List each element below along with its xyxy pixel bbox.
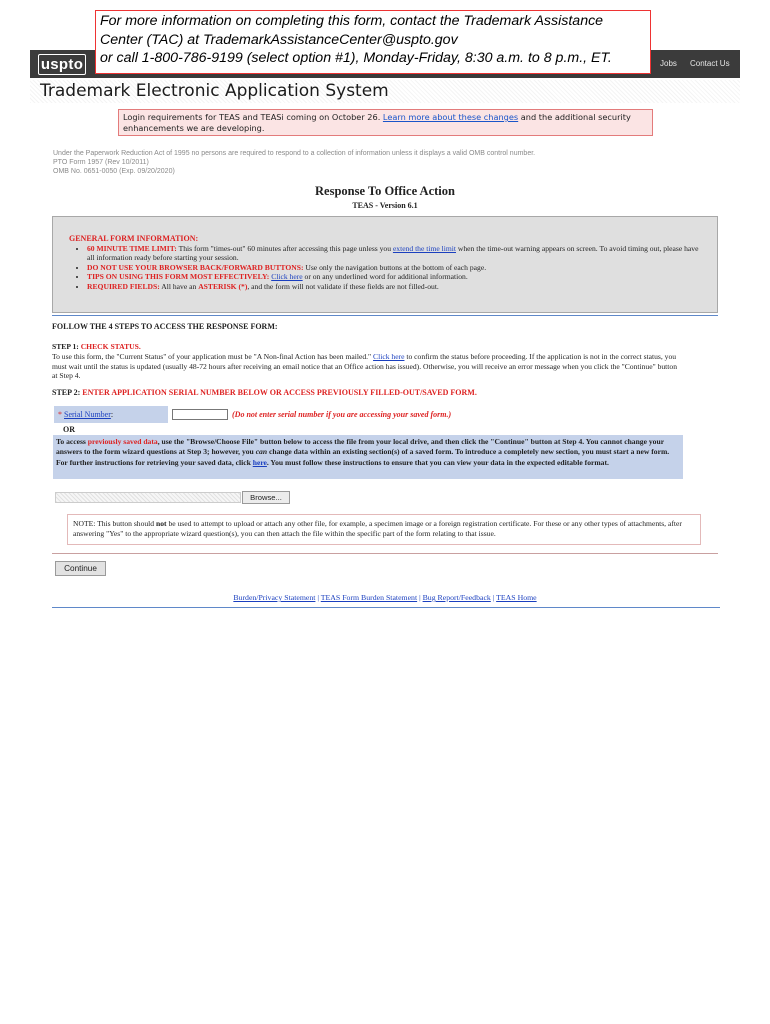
form-title: Response To Office Action <box>315 184 455 198</box>
app-title: Trademark Electronic Application System <box>40 81 389 101</box>
note-text-bold: not <box>155 519 167 528</box>
info-label: 60 MINUTE TIME LIMIT: <box>87 243 177 253</box>
login-requirements-alert <box>118 109 653 136</box>
info-label: REQUIRED FIELDS: <box>87 281 160 291</box>
omb-number: OMB No. 0651-0050 (Exp. 09/20/2020) <box>53 168 175 175</box>
pto-form-number: PTO Form 1957 (Rev 10/2011) <box>53 159 149 166</box>
learn-more-link[interactable]: Learn more about these changes <box>382 112 519 122</box>
step-2 <box>52 388 477 397</box>
divider <box>52 315 718 316</box>
tips-click-here-link[interactable]: Click here <box>271 272 303 282</box>
general-form-information <box>52 216 718 313</box>
step-2-label: STEP 2: <box>52 388 83 397</box>
footer-links <box>0 593 770 602</box>
continue-button[interactable]: Continue <box>55 561 106 576</box>
serial-number-label <box>54 406 168 423</box>
teas-home-link[interactable]: TEAS Home <box>496 593 537 602</box>
file-path-field[interactable] <box>55 492 241 503</box>
paperwork-reduction-notice <box>53 149 535 176</box>
colon: : <box>110 410 114 419</box>
check-status-link[interactable]: Click here <box>373 351 405 361</box>
title-bar <box>30 80 740 103</box>
extend-time-limit-link[interactable]: extend the time limit <box>392 243 456 253</box>
step-1-text: to confirm the status before proceeding. If the application is not in the correct status, you must wait until the status is updated (usually 48-72 hours after receiving an email notice that an Office action has issued). Otherwise, you will receive an error message when you click the "Continue" button at Step 4. <box>52 351 677 381</box>
list-item <box>87 282 705 292</box>
info-label: DO NOT USE YOUR BROWSER BACK/FORWARD BUTTONS: <box>87 262 304 272</box>
serial-number-note: (Do not enter serial number if you are accessing your saved form.) <box>232 410 452 419</box>
info-text: , and the form will not validate if these fields are not filled-out. <box>247 281 439 291</box>
step-1-title: CHECK STATUS. <box>80 342 141 351</box>
notice-line-2: Center (TAC) at TrademarkAssistanceCenter@uspto.gov <box>100 31 458 48</box>
info-text: or on any underlined word for additional information. <box>302 272 468 282</box>
step-1 <box>52 342 682 381</box>
notice-line-1: For more information on completing this form, contact the Trademark Assistance <box>100 13 604 29</box>
steps-heading: FOLLOW THE 4 STEPS TO ACCESS THE RESPONSE FORM: <box>52 322 278 331</box>
separator: | <box>417 593 423 602</box>
divider <box>52 553 718 554</box>
saved-text: change data within an existing section(s) of a saved form. To introduce a completely new section, you must start a new form. For further instructions for retrieving your saved data, click <box>56 447 670 467</box>
nav-contact-us-link[interactable]: Contact Us <box>690 59 730 68</box>
tac-contact-notice <box>95 10 651 74</box>
alert-text-end: and the additional security enhancements we are developing. <box>123 112 631 133</box>
burden-privacy-link[interactable]: Burden/Privacy Statement <box>233 593 316 602</box>
divider <box>52 607 720 608</box>
bug-report-link[interactable]: Bug Report/Feedback <box>422 593 491 602</box>
browse-button[interactable]: Browse... <box>242 491 290 504</box>
notice-line-3: or call 1-800-786-9199 (select option #1), Monday-Friday, 8:30 a.m. to 8 p.m., ET. <box>100 50 612 66</box>
info-text: when the time-out warning appears on screen. To avoid timing out, please have all information ready before starting your session. <box>87 243 699 263</box>
list-item <box>87 263 705 273</box>
info-label: TIPS ON USING THIS FORM MOST EFFECTIVELY: <box>87 272 270 282</box>
serial-number-input[interactable] <box>172 409 228 420</box>
step-2-title: ENTER APPLICATION SERIAL NUMBER BELOW OR ACCESS PREVIOUSLY FILLED-OUT/SAVED FORM. <box>82 388 477 397</box>
saved-text: To access <box>56 437 88 446</box>
upload-note <box>67 514 701 545</box>
saved-text: , use the "Browse/Choose File" button below to access the file from your local drive, and then click the "Continue" button at Step 4. You cannot change your answers to the form wizard questions at Step 3; however, you <box>56 437 664 457</box>
serial-number-help-link[interactable]: Serial Number <box>64 410 111 419</box>
saved-instructions-link[interactable]: here <box>252 457 267 467</box>
nav-jobs-link[interactable]: Jobs <box>660 59 677 68</box>
asterisk-note: ASTERISK (*) <box>198 281 248 291</box>
saved-form-instructions <box>53 435 683 479</box>
list-item <box>87 272 705 282</box>
required-asterisk: * <box>58 410 64 419</box>
info-heading: GENERAL FORM INFORMATION: <box>69 234 199 243</box>
step-1-text: To use this form, the "Current Status" of your application must be "A Non-final Action has been mailed." <box>52 351 374 361</box>
uspto-logo[interactable]: uspto <box>38 54 86 75</box>
separator: | <box>490 593 497 602</box>
form-version: TEAS - Version 6.1 <box>352 201 418 210</box>
info-text: All have an <box>159 281 199 291</box>
saved-text-italic: can <box>255 447 268 457</box>
separator: | <box>315 593 321 602</box>
alert-text: Login requirements for TEAS and TEASi coming on October 26. <box>123 112 383 122</box>
saved-data-highlight: previously saved data <box>87 437 158 446</box>
paperwork-line: Under the Paperwork Reduction Act of 1995 no persons are required to respond to a collection of information unless it displays a valid OMB control number. <box>53 150 536 157</box>
or-separator: OR <box>63 425 75 434</box>
list-item <box>87 244 705 263</box>
saved-text: . You must follow these instructions to ensure that you can view your data in the expected editable format. <box>266 457 609 467</box>
teas-form-burden-link[interactable]: TEAS Form Burden Statement <box>320 593 418 602</box>
note-text: NOTE: This button should <box>73 519 156 528</box>
info-text: This form "times-out" 60 minutes after accessing this page unless you <box>176 243 393 253</box>
info-text: Use only the navigation buttons at the bottom of each page. <box>303 262 487 272</box>
step-1-label: STEP 1: <box>52 342 81 351</box>
note-text: be used to attempt to upload or attach any other file, for example, a specimen image or a foreign registration certificate. For these or any other types of attachments, after answering "Yes" to the appropriate wizard question(s), you can then attach the file within the specific part of the form relating to that issue. <box>73 519 682 538</box>
